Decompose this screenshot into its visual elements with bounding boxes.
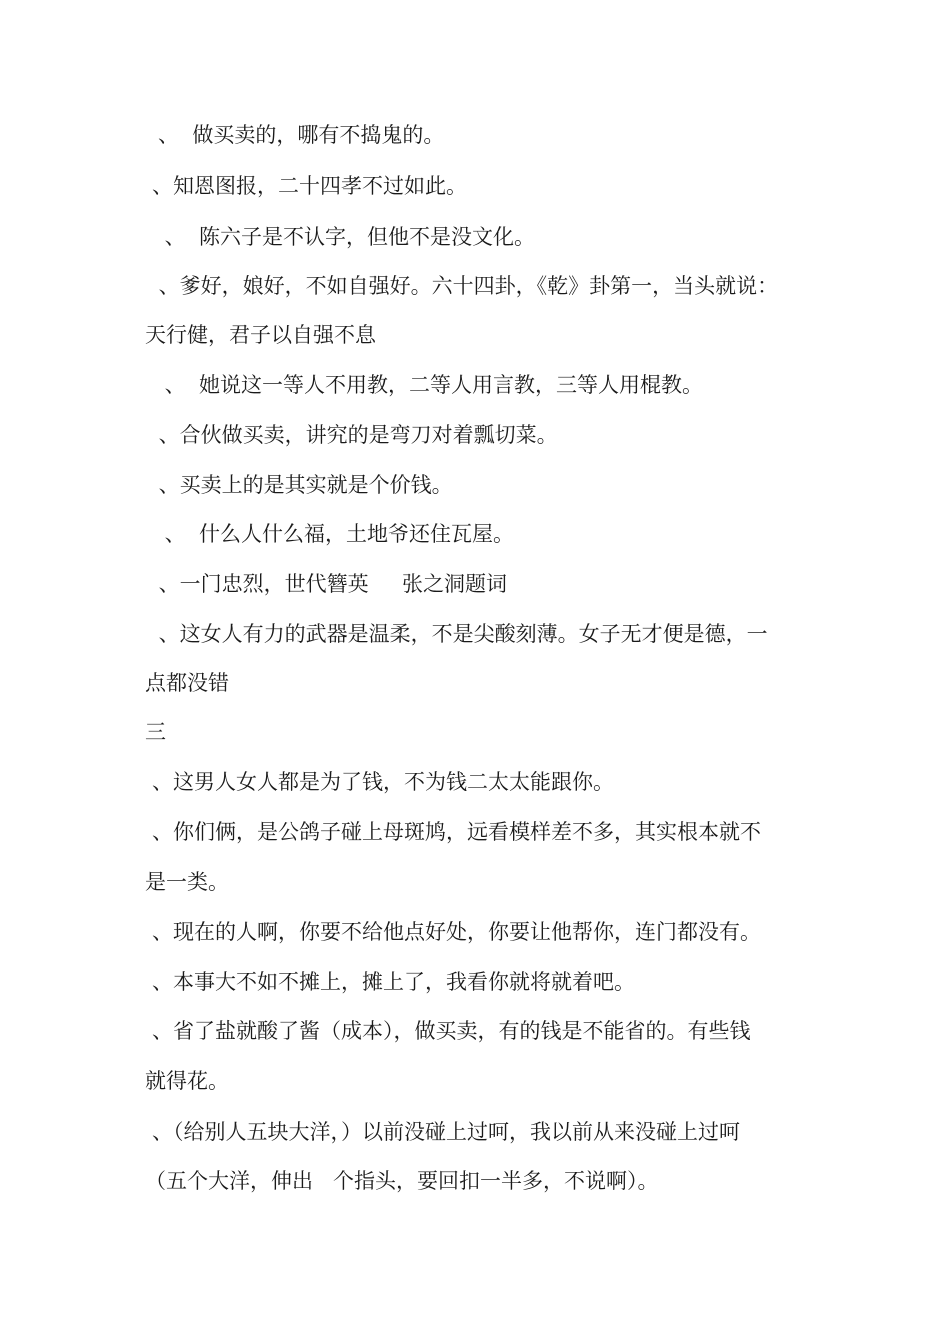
text-line: 、本事大不如不摊上，摊上了，我看你就将就着吧。 <box>152 970 635 994</box>
section-number: 三 <box>145 720 166 744</box>
text-line: 、这男人女人都是为了钱，不为钱二太太能跟你。 <box>152 770 614 794</box>
text-line: 、 做买卖的，哪有不捣鬼的。 <box>158 123 445 147</box>
text-line: 、你们俩，是公鸽子碰上母斑鸠，远看模样差不多，其实根本就不 <box>152 820 761 844</box>
text-line: 就得花。 <box>145 1069 229 1093</box>
text-line: 、 什么人什么福，土地爷还住瓦屋。 <box>158 522 515 546</box>
text-line: 点都没错 <box>145 671 229 695</box>
text-line: 、一门忠烈，世代簪英 张之洞题词 <box>152 572 508 596</box>
text-line: 、 她说这一等人不用教，二等人用言教，三等人用棍教。 <box>158 373 704 397</box>
text-line: 、（给别人五块大洋，）以前没碰上过呵，我以前从来没碰上过呵 <box>152 1120 740 1144</box>
text-line: 、爹好，娘好，不如自强好。六十四卦，《乾》卦第一，当头就说： <box>152 274 779 298</box>
text-line: 、这女人有力的武器是温柔，不是尖酸刻薄。女子无才便是德，一 <box>152 622 768 646</box>
text-line: 、省了盐就酸了酱（成本），做买卖，有的钱是不能省的。有些钱 <box>152 1019 751 1043</box>
text-line: 、 陈六子是不认字，但他不是没文化。 <box>158 225 536 249</box>
text-line: 、合伙做买卖，讲究的是弯刀对着瓢切菜。 <box>152 423 558 447</box>
text-line: 、现在的人啊，你要不给他点好处，你要让他帮你，连门都没有。 <box>152 920 761 944</box>
text-line: （五个大洋，伸出 个指头，要回扣一半多，不说啊）。 <box>145 1169 659 1193</box>
text-line: 、知恩图报，二十四孝不过如此。 <box>152 174 467 198</box>
text-line: 是一类。 <box>145 870 229 894</box>
text-line: 天行健，君子以自强不息 <box>145 323 376 347</box>
text-line: 、买卖上的是其实就是个价钱。 <box>152 473 453 497</box>
